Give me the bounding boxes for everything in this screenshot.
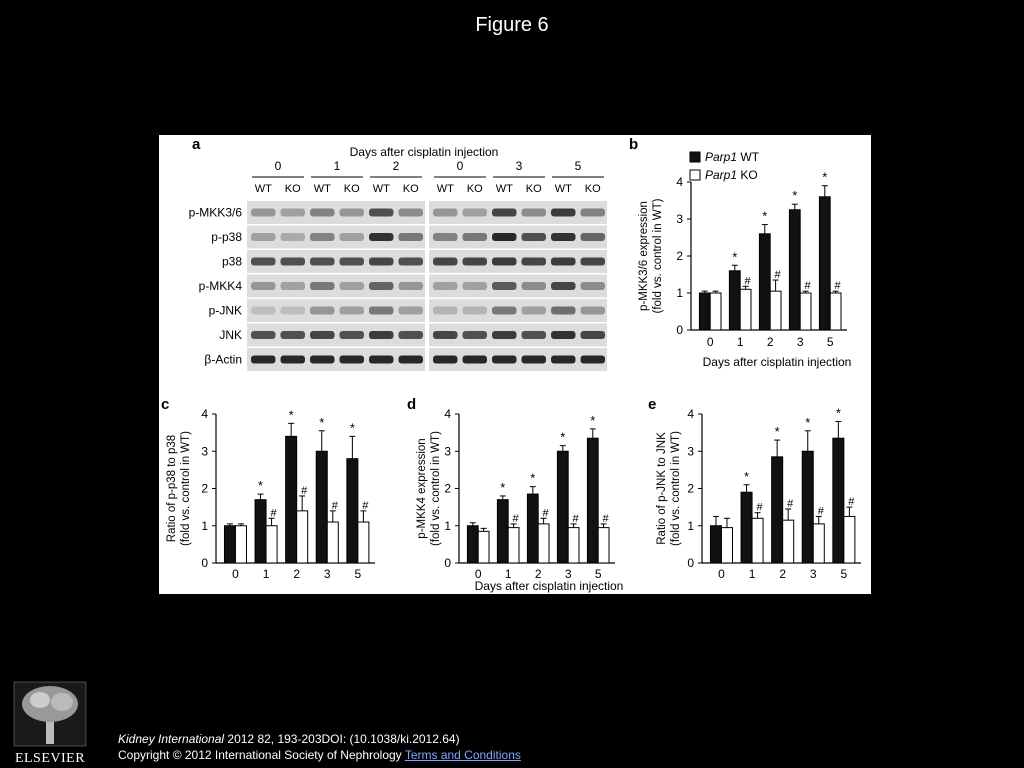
y-tick-label: 0: [444, 556, 451, 570]
significance-star: *: [258, 478, 264, 494]
blot-day-label: 0: [456, 159, 464, 173]
chart-legend: [690, 150, 760, 182]
blot-lane-label: KO: [343, 183, 360, 195]
blot-band: [340, 233, 365, 241]
blot-band: [463, 258, 488, 266]
blot-band: [551, 258, 576, 266]
blot-band: [463, 307, 488, 315]
blot-band: [251, 233, 276, 241]
x-tick-label: 2: [293, 567, 301, 581]
figure-panel: [159, 135, 871, 594]
bar-wt: [819, 197, 830, 330]
svg-text:ELSEVIER: ELSEVIER: [14, 751, 86, 765]
blot-band: [340, 209, 365, 217]
x-tick-label: 5: [354, 567, 362, 581]
bar-wt: [286, 436, 297, 563]
legend-wt-genotype: WT: [737, 150, 760, 164]
x-tick-label: 2: [766, 335, 774, 349]
blot-band: [522, 282, 547, 290]
blot-band: [340, 282, 365, 290]
chart-letter: c: [161, 396, 170, 413]
blot-band: [399, 233, 424, 241]
significance-hash: #: [270, 507, 277, 520]
blot-band: [551, 233, 576, 241]
y-axis-label: Ratio of p-p38 to p38: [166, 434, 178, 543]
blot-band: [399, 307, 424, 315]
blot-band: [522, 233, 547, 241]
blot-band: [251, 356, 276, 364]
blot-band: [281, 307, 306, 315]
blot-band: [463, 282, 488, 290]
chart-letter: b: [629, 136, 639, 153]
x-tick-label: 0: [718, 567, 725, 581]
blot-row-label: JNK: [219, 328, 242, 342]
legend-ko-swatch: [690, 170, 700, 180]
blot-day-label: 0: [274, 159, 282, 173]
blot-band: [492, 233, 517, 241]
blot-band: [340, 331, 365, 339]
blot-band: [551, 356, 576, 364]
significance-hash: #: [817, 505, 824, 518]
bar-ko: [327, 522, 338, 563]
blot-band: [551, 282, 576, 290]
bar-ko: [568, 528, 579, 563]
significance-hash: #: [301, 484, 308, 497]
legend-wt-gene: Parp1: [705, 150, 738, 164]
bar-wt: [255, 500, 266, 563]
chart-letter: d: [407, 396, 417, 413]
significance-star: *: [590, 412, 596, 428]
y-tick-label: 0: [201, 556, 208, 570]
x-tick-label: 1: [504, 567, 512, 581]
blot-lane-label: WT: [436, 183, 454, 195]
blot-lane-label: KO: [584, 183, 601, 195]
bar-wt: [224, 526, 235, 563]
bar-wt: [741, 492, 752, 563]
legend-ko-gene: Parp1: [705, 168, 738, 182]
y-tick-label: 2: [201, 481, 208, 496]
blot-band: [399, 282, 424, 290]
blot-band: [310, 233, 335, 241]
blot-band: [581, 209, 606, 217]
blot-band: [281, 356, 306, 364]
blot-row-label: p-MKK4: [198, 279, 242, 293]
blot-band: [340, 356, 365, 364]
terms-and-conditions-link[interactable]: Terms and Conditions: [404, 748, 521, 762]
blot-lane-label: KO: [402, 183, 419, 195]
chart-c: [161, 396, 375, 581]
bar-ko: [770, 291, 781, 330]
copyright-text: Copyright © 2012 International Society of Nephrology: [118, 748, 402, 762]
blot-band: [433, 258, 458, 266]
x-tick-label: 2: [534, 567, 542, 581]
significance-star: *: [560, 429, 566, 445]
bar-ko: [478, 531, 489, 563]
bar-ko: [800, 293, 811, 330]
chart-e: [648, 396, 861, 581]
legend-ko-genotype: KO: [737, 168, 758, 182]
blot-band: [581, 307, 606, 315]
y-axis-label-secondary: (fold vs. control in WT): [652, 198, 664, 314]
significance-star: *: [744, 468, 750, 484]
bar-wt: [802, 451, 813, 563]
blot-band: [492, 282, 517, 290]
significance-hash: #: [848, 496, 855, 509]
blot-band: [281, 282, 306, 290]
y-axis-label: p-MKK3/6 expression: [638, 201, 650, 311]
blot-band: [369, 233, 394, 241]
significance-hash: #: [774, 269, 781, 282]
y-tick-label: 2: [444, 481, 451, 496]
blot-lane-label: WT: [313, 183, 331, 195]
x-tick-label: 5: [594, 567, 602, 581]
y-axis-label-secondary: (fold vs. control in WT): [180, 430, 192, 547]
y-tick-label: 4: [201, 407, 208, 421]
blot-band: [369, 282, 394, 290]
chart-letter: e: [648, 396, 657, 413]
blot-band: [310, 258, 335, 266]
x-tick-label: 1: [736, 335, 744, 349]
significance-hash: #: [602, 512, 609, 525]
blot-band: [369, 209, 394, 217]
slide-title: Figure 6: [475, 14, 549, 36]
blot-band: [310, 356, 335, 364]
y-tick-label: 4: [687, 407, 694, 421]
y-tick-label: 2: [687, 481, 694, 496]
blot-row-label: β-Actin: [204, 352, 242, 367]
chart-d: [407, 396, 623, 593]
bar-wt: [772, 457, 783, 563]
blot-band: [581, 331, 606, 339]
panel-a-header: Days after cisplatin injection: [349, 145, 499, 159]
blot-lane-label: WT: [372, 183, 390, 195]
blot-band: [581, 233, 606, 241]
y-tick-label: 4: [676, 175, 683, 189]
blot-lane-label: KO: [525, 183, 542, 195]
x-tick-label: 3: [809, 567, 817, 581]
blot-band: [369, 331, 394, 339]
blot-band: [340, 307, 365, 315]
y-tick-label: 3: [444, 444, 451, 459]
y-tick-label: 1: [687, 518, 694, 533]
significance-star: *: [792, 188, 798, 204]
blot-band: [492, 258, 517, 266]
blot-band: [433, 282, 458, 290]
y-tick-label: 1: [201, 518, 208, 533]
blot-band: [310, 331, 335, 339]
bar-wt: [467, 526, 478, 563]
significance-star: *: [288, 407, 294, 423]
blot-band: [310, 282, 335, 290]
legend-ko-label: [705, 168, 758, 182]
blot-day-label: 5: [574, 159, 582, 173]
bar-wt: [759, 234, 770, 330]
bar-wt: [347, 459, 358, 563]
bar-wt: [833, 438, 844, 563]
blot-band: [522, 258, 547, 266]
bar-ko: [508, 528, 519, 563]
bar-ko: [358, 522, 369, 563]
blot-band: [492, 307, 517, 315]
significance-star: *: [835, 405, 841, 421]
bar-wt: [557, 451, 568, 563]
blot-band: [369, 258, 394, 266]
y-tick-label: 3: [201, 444, 208, 459]
bar-ko: [235, 526, 246, 563]
x-tick-label: 5: [826, 335, 834, 349]
panel-a-letter: a: [192, 136, 201, 153]
y-tick-label: 3: [687, 444, 694, 459]
blot-band: [522, 307, 547, 315]
blot-band: [281, 258, 306, 266]
significance-star: *: [732, 249, 738, 265]
y-tick-label: 1: [676, 286, 683, 300]
blot-band: [463, 356, 488, 364]
bar-wt: [699, 293, 710, 330]
y-tick-label: 3: [676, 212, 683, 226]
significance-star: *: [319, 414, 325, 430]
blot-band: [433, 331, 458, 339]
blot-band: [463, 209, 488, 217]
bar-wt: [789, 210, 800, 330]
bar-ko: [721, 528, 732, 563]
x-tick-label: 2: [779, 567, 787, 581]
y-tick-label: 4: [444, 407, 451, 421]
blot-band: [281, 209, 306, 217]
significance-hash: #: [512, 512, 519, 525]
bar-ko: [830, 293, 841, 330]
blot-lane-label: WT: [254, 183, 272, 195]
blot-lane-label: WT: [554, 183, 572, 195]
significance-hash: #: [542, 507, 549, 520]
citation: [118, 731, 460, 747]
blot-band: [281, 331, 306, 339]
blot-band: [492, 331, 517, 339]
bar-wt: [587, 438, 598, 563]
significance-star: *: [805, 414, 811, 430]
blot-band: [340, 258, 365, 266]
blot-band: [399, 209, 424, 217]
blot-band: [463, 233, 488, 241]
blot-band: [522, 331, 547, 339]
significance-hash: #: [572, 512, 579, 525]
blot-band: [310, 307, 335, 315]
blot-band: [492, 209, 517, 217]
blot-band: [369, 356, 394, 364]
journal-name: Kidney International: [118, 732, 225, 746]
bar-ko: [598, 528, 609, 563]
blot-band: [581, 258, 606, 266]
blot-band: [310, 209, 335, 217]
bar-ko: [266, 526, 277, 563]
blot-row-label: p-MKK3/6: [188, 205, 242, 220]
significance-star: *: [774, 424, 780, 440]
y-axis-label: Ratio of p-JNK to JNK: [656, 432, 668, 545]
significance-hash: #: [331, 499, 338, 512]
copyright-line: [118, 747, 521, 763]
x-axis-label: Days after cisplatin injection: [474, 579, 624, 593]
x-tick-label: 0: [706, 335, 714, 349]
blot-day-label: 3: [515, 159, 523, 173]
legend-wt-swatch: [690, 152, 700, 162]
blot-row-label: p38: [221, 254, 242, 269]
y-axis-label-secondary: (fold vs. control in WT): [670, 430, 682, 547]
blot-row-label: p-p38: [211, 230, 242, 244]
citation-details: 2012 82, 193-203DOI: (10.1038/ki.2012.64): [224, 732, 460, 746]
blot-day-label: 2: [392, 159, 400, 173]
blot-band: [522, 209, 547, 217]
blot-lane-label: KO: [466, 183, 483, 195]
bar-ko: [740, 289, 751, 330]
bar-ko: [710, 293, 721, 330]
bar-ko: [844, 516, 855, 563]
blot-band: [581, 282, 606, 290]
blot-band: [399, 331, 424, 339]
y-tick-label: 2: [676, 249, 683, 263]
blot-band: [251, 331, 276, 339]
x-axis-label: Days after cisplatin injection: [702, 355, 852, 369]
x-tick-label: 3: [564, 567, 572, 581]
y-tick-label: 0: [676, 323, 683, 337]
x-tick-label: 1: [748, 567, 756, 581]
significance-star: *: [530, 470, 536, 486]
x-tick-label: 1: [262, 567, 270, 581]
blot-band: [251, 307, 276, 315]
figure-svg: [159, 135, 871, 594]
significance-hash: #: [756, 501, 763, 514]
bar-wt: [497, 500, 508, 563]
blot-band: [522, 356, 547, 364]
significance-hash: #: [744, 275, 751, 288]
significance-star: *: [500, 479, 506, 495]
blot-band: [551, 209, 576, 217]
x-tick-label: 3: [323, 567, 331, 581]
blot-band: [399, 356, 424, 364]
significance-hash: #: [804, 280, 811, 293]
blot-band: [251, 258, 276, 266]
blot-band: [581, 356, 606, 364]
blot-band: [281, 233, 306, 241]
blot-band: [433, 233, 458, 241]
significance-star: *: [822, 169, 828, 185]
blot-band: [251, 282, 276, 290]
bar-wt: [729, 271, 740, 330]
blot-band: [433, 209, 458, 217]
blot-day-label: 1: [333, 159, 341, 173]
blot-band: [433, 356, 458, 364]
blot-band: [251, 209, 276, 217]
blot-band: [369, 307, 394, 315]
blot-lane-label: WT: [495, 183, 513, 195]
blot-lane-label: KO: [284, 183, 301, 195]
blot-band: [463, 331, 488, 339]
x-tick-label: 3: [796, 335, 804, 349]
elsevier-logo: [10, 680, 90, 765]
y-tick-label: 1: [444, 518, 451, 533]
blot-band: [399, 258, 424, 266]
y-axis-label-secondary: (fold vs. control in WT): [430, 430, 442, 547]
x-tick-label: 5: [840, 567, 848, 581]
bar-ko: [297, 511, 308, 563]
significance-hash: #: [362, 499, 369, 512]
significance-hash: #: [787, 497, 794, 510]
blot-band: [551, 307, 576, 315]
blot-band: [433, 307, 458, 315]
significance-star: *: [762, 208, 768, 224]
bar-ko: [752, 518, 763, 563]
bar-wt: [316, 451, 327, 563]
x-tick-label: 0: [232, 567, 239, 581]
bar-ko: [538, 524, 549, 563]
significance-hash: #: [834, 280, 841, 293]
x-tick-label: 0: [474, 567, 482, 581]
blot-band: [492, 356, 517, 364]
legend-wt-label: [705, 150, 760, 164]
blot-band: [551, 331, 576, 339]
y-tick-label: 0: [687, 556, 694, 570]
bar-wt: [710, 526, 721, 563]
bar-ko: [813, 524, 824, 563]
y-axis-label: p-MKK4 expression: [416, 438, 428, 539]
bar-wt: [527, 494, 538, 563]
bar-ko: [783, 520, 794, 563]
significance-star: *: [349, 420, 355, 436]
blot-row-label: p-JNK: [208, 303, 242, 318]
